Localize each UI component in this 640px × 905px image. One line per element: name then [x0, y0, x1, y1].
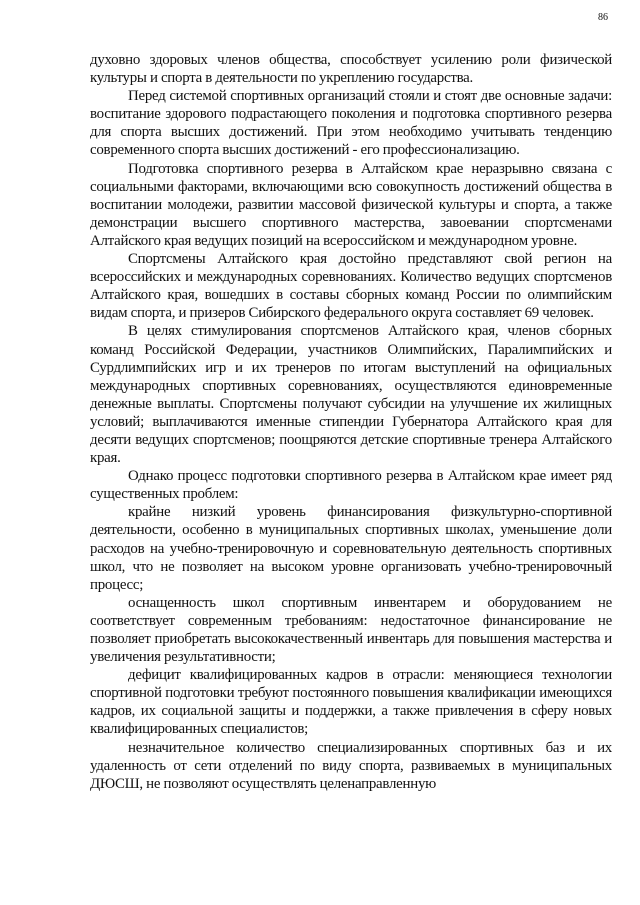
paragraph-problem-facilities: незначительное количество специализированных спортивных баз и их удаленность от сети отделений по виду спорта, развиваемых в муниципальных ДЮСШ, не позволяют осуществлять целенаправленную: [90, 739, 612, 792]
paragraph-reserve-training: Подготовка спортивного резерва в Алтайском крае неразрывно связана с социальными факторами, включающими всю совокупность достижений общества в воспитании молодежи, развитии массовой физической культуры и спорта, а также демонстрации высшего спортивного мастерства, завоевании спортсменами Алтайского края ведущих позиций на всероссийском и международном уровне.: [90, 160, 612, 249]
paragraph-problem-financing: крайне низкий уровень финансирования физкультурно-спортивной деятельности, особенно в муниципальных спортивных школах, уменьшение доли расходов на учебно-тренировочную и соревновательную деятельность спортивных школ, что не позволяет на высоком уровне организовать учебно-тренировочный процесс;: [90, 504, 612, 593]
paragraph-problem-staff: дефицит квалифицированных кадров в отрасли: меняющиеся технологии спортивной подготовки требуют постоянного повышения квалификации имеющихся кадров, их социальной защиты и поддержки, а также привлечения в сферу новых квалифицированных специалистов;: [90, 667, 612, 738]
paragraph-continuation: духовно здоровых членов общества, способствует усилению роли физической культуры и спорта в деятельности по укреплению государства.: [90, 52, 612, 87]
paragraph-athletes-representation: Спортсмены Алтайского края достойно представляют свой регион на всероссийских и международных соревнованиях. Количество ведущих спортсменов Алтайского края, вошедших в составы сборных команд России по олимпийским видам спорта, и призеров Сибирского федерального округа составляет 69 человек.: [90, 251, 612, 322]
paragraph-problems-intro: Однако процесс подготовки спортивного резерва в Алтайском крае имеет ряд существенных проблем:: [90, 468, 612, 503]
page-number: 86: [598, 12, 608, 23]
document-body: [90, 51, 612, 793]
paragraph-problem-equipment: оснащенность школ спортивным инвентарем и оборудованием не соответствует современным требованиям: недостаточное финансирование не позволяет приобретать высококачественный инвентарь для повышения мастерства и увеличения результативности;: [90, 594, 612, 666]
paragraph-incentives: В целях стимулирования спортсменов Алтайского края, членов сборных команд Российской Федерации, участников Олимпийских, Паралимпийских и Сурдлимпийских игр и их тренеров по итогам выступлений на официальных международных спортивных соревнованиях, осуществляются единовременные денежные выплаты. Спортсмены получают субсидии на улучшение их жилищных условий; выплачиваются именные стипендии Губернатора Алтайского края для десяти ведущих спортсменов; поощряются детские спортивные тренера Алтайского края.: [90, 323, 612, 467]
paragraph-tasks: Перед системой спортивных организаций стояли и стоят две основные задачи: воспитание здорового подрастающего поколения и подготовка спортивного резерва для спорта высших достижений. При этом необходимо учитывать тенденцию современного спорта высших достижений - его профессионализацию.: [90, 88, 612, 159]
